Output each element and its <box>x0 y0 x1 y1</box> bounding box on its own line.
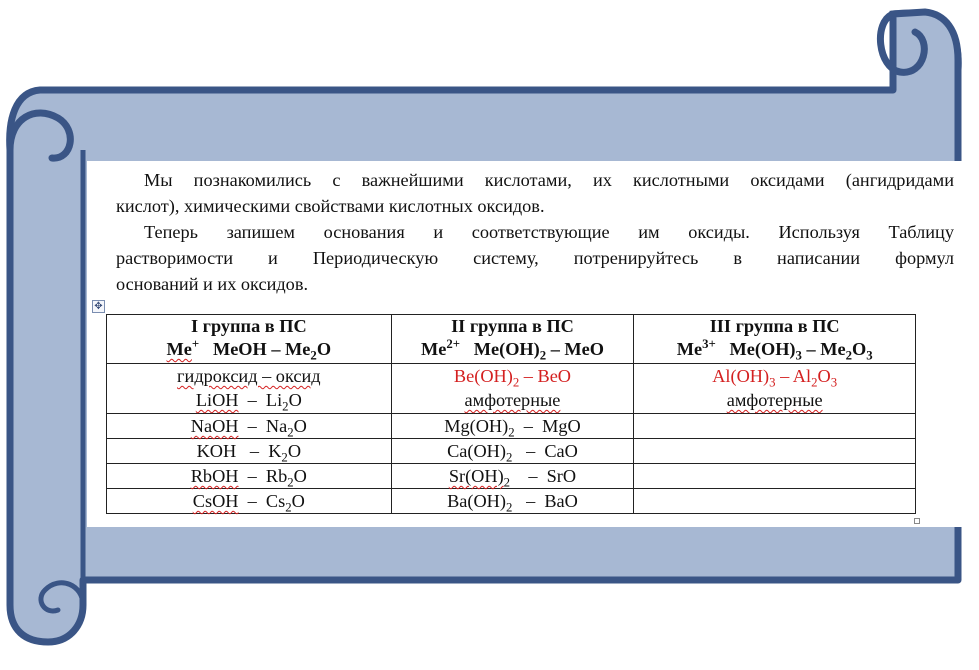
intro-text <box>116 167 954 297</box>
intro-p2-line-2: растворимости и Периодическую систему, потренируйтесь в написании формул <box>116 248 954 268</box>
cell-group-2: $Sr(OH)_2$ – SrO <box>391 464 634 489</box>
cell-group-2: $Mg(OH)_2$ – MgO <box>391 414 634 439</box>
cell-group-2: $Ba(OH)_2$ – BaO <box>391 489 634 514</box>
intro-p1-line-2: кислот), химическими свойствами кислотных оксидов. <box>116 196 545 216</box>
cell-label: гидроксид – оксид <box>177 366 321 386</box>
cell-group-3 <box>634 439 916 464</box>
cell-group-3 <box>634 364 916 414</box>
cell-group-1: CsOH – $Cs_2O$ <box>107 489 392 514</box>
header-formula: Me+ MeOH – $Me_2O$ <box>166 336 332 363</box>
cell-group-1: RbOH – $Rb_2O$ <box>107 464 392 489</box>
header-title: II группа в ПС <box>451 316 574 336</box>
table-row <box>107 489 916 514</box>
header-title: III группа в ПС <box>709 316 840 336</box>
cell-group-3 <box>634 489 916 514</box>
header-title: I группа в ПС <box>190 316 307 336</box>
document-page <box>87 161 962 527</box>
header-group-2 <box>391 315 634 364</box>
header-formula: $Me^{3+}$ $Me(OH)_3 - Me_2O_3$ <box>676 336 873 363</box>
intro-p1-line-1: Мы познакомились с важнейшими кислотами, их кислотными оксидами (ангидридами <box>144 170 954 190</box>
cell-group-3 <box>634 414 916 439</box>
cell-group-1: KOH – $K_2O$ <box>107 439 392 464</box>
intro-p2-line-1: Теперь запишем основания и соответствующие им оксиды. Используя Таблицу <box>144 222 954 242</box>
table-header-row <box>107 315 916 364</box>
header-group-3 <box>634 315 916 364</box>
cell-note: амфотерные <box>726 390 823 410</box>
header-formula: $Me^{2+}$ $Me(OH)_2$ – MeO <box>420 336 604 363</box>
table-row <box>107 414 916 439</box>
cell-formula: $Al(OH)_3 - Al_2O_3$ <box>712 366 838 390</box>
intro-paragraph-2 <box>116 219 954 297</box>
cell-note: амфотерные <box>464 390 561 410</box>
header-group-1 <box>107 315 392 364</box>
table-resize-handle[interactable] <box>914 518 920 524</box>
intro-paragraph-1 <box>116 167 954 219</box>
table-row <box>107 364 916 414</box>
table-move-handle-icon[interactable]: ✥ <box>92 300 105 313</box>
cell-group-1: NaOH – $Na_2O$ <box>107 414 392 439</box>
cell-group-3 <box>634 464 916 489</box>
cell-group-1 <box>107 364 392 414</box>
cell-group-2: $Ca(OH)_2$ – CaO <box>391 439 634 464</box>
groups-table <box>106 314 916 514</box>
cell-formula: LiOH – $Li_2O$ <box>195 390 302 414</box>
cell-group-2 <box>391 364 634 414</box>
cell-formula: $Be(OH)_2$ – BeO <box>453 366 572 390</box>
intro-p2-line-3: оснований и их оксидов. <box>116 274 309 294</box>
table-row <box>107 464 916 489</box>
table-row <box>107 439 916 464</box>
